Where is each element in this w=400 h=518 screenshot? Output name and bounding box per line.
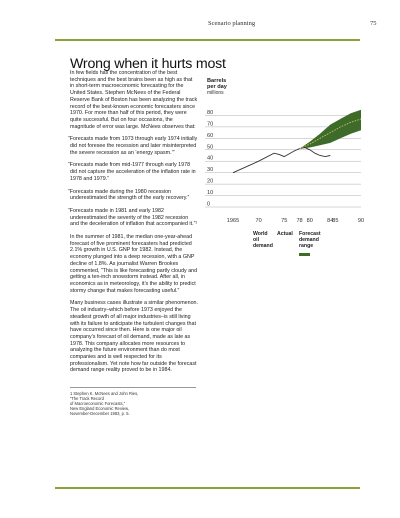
paragraph-intro: In few fields has the concentration of the best techniques and the best brains been as high as that in short-term macroeconomic forecasting for the United States. Stephen McNees of the Federal Reserve Bank of Boston has been analyzing the track record of the best-known economic forecasters since 1970. For more than half of this period, they were quite successful. But on four occasions, the magnitude of error was large. McNees observes that: (70, 70, 198, 130)
legend-label: Actual (277, 231, 293, 237)
paragraph-gnp-forecast: In the summer of 1981, the median one-year-ahead forecast of five prominent forecasters had predicted 2.1% growth in U.S. GNP for 1982. Instead, the economy plunged into a deep recession, with a GNP decline of 1.8%. As journalist Warren Brookes commented, “This is like forecasting partly cloudy and getting a ten-inch snowstorm instead. After all, in economics as in meteorology, it’s the ability to predict stormy change that makes forecasting useful.” (70, 234, 198, 294)
x-tick-label: 1965 (226, 218, 240, 224)
legend-label: Forecast (299, 231, 321, 237)
footnote-line: November-December 1983, p. 5. (70, 411, 130, 416)
y-axis-title-line-2: per day (207, 84, 227, 90)
top-rule (55, 39, 360, 41)
legend-label: demand (253, 243, 273, 249)
quote-1981: “Forecasts made in 1981 and early 1982 underestimated the severity of the 1982 recession and the deceleration of inflation that accompanied it.”¹ (68, 207, 198, 228)
footnote-line: 1 Stephen K. McNees and John Ries, (70, 391, 139, 396)
quote-1980: “Forecasts made during the 1980 recession underestimated the strength of the early recovery.” (68, 188, 190, 202)
legend-label: demand (299, 237, 319, 243)
legend-label: oil (253, 237, 260, 243)
y-tick-label: 60 (207, 132, 214, 139)
y-tick-label: 40 (207, 155, 214, 162)
y-tick-label: 0 (207, 201, 211, 208)
quote-1977: “Forecasts made from mid-1977 through early 1978 did not capture the acceleration of the inflation rate in 1978 and 1979.” (68, 162, 196, 182)
y-tick-label: 80 (207, 109, 214, 116)
footnote-line: of Macroeconomic Forecasts,” (70, 401, 126, 406)
footnote-line: New England Economic Review, (70, 406, 129, 411)
page-title: Wrong when it hurts most (70, 55, 226, 72)
y-tick-label: 30 (207, 167, 214, 174)
y-axis-title-line-1: Barrels (207, 78, 227, 84)
y-tick-label: 20 (207, 178, 214, 185)
oil-demand-chart (205, 74, 365, 249)
footnote (70, 391, 190, 416)
y-tick-label: 50 (207, 144, 214, 151)
x-tick-label: 90 (357, 218, 365, 224)
footnote-line: “The Track Record (70, 396, 104, 401)
x-tick-label: 85 (332, 218, 339, 224)
footnote-rule (70, 387, 196, 388)
quote-1973: “Forecasts made from 1973 through early 1974 initially did not foresee the recession and later misinterpreted the severe recession as an ‘energy spasm.’” (68, 136, 198, 156)
article-body (70, 70, 198, 374)
legend-label: range (299, 243, 314, 249)
x-tick-label: 80 (306, 218, 313, 224)
paragraph-oil-industry: Many business cases illustrate a similar phenomenon. The oil industry–which before 1973 enjoyed the steadiest growth of all major industries–is still living with its failure to anticipate the turbulent changes that have occurred since then. Here is one major oil company’s forecast of oil demand, made as late as 1978. This company allocates more resources to analyzing the future environment than do most companies and is well respected for its professionalism. Yet note how far outside the forecast demand range reality proved to be in 1984. (70, 300, 199, 374)
running-header: Scenario planning (208, 20, 256, 27)
x-tick-label: 78 (296, 218, 303, 224)
x-tick-label: 70 (255, 218, 262, 224)
y-axis-unit: millions (207, 90, 224, 96)
x-tick-label: 75 (281, 218, 288, 224)
y-tick-label: 70 (207, 121, 214, 128)
legend-label: World (253, 231, 268, 237)
x-tick-label: 84 (327, 218, 334, 224)
chart-svg (205, 74, 365, 249)
bottom-rule (55, 487, 360, 489)
page-number: 75 (370, 20, 377, 27)
actual-line (233, 148, 330, 173)
y-tick-label: 10 (207, 190, 214, 197)
legend-swatch-forecast (299, 253, 310, 256)
